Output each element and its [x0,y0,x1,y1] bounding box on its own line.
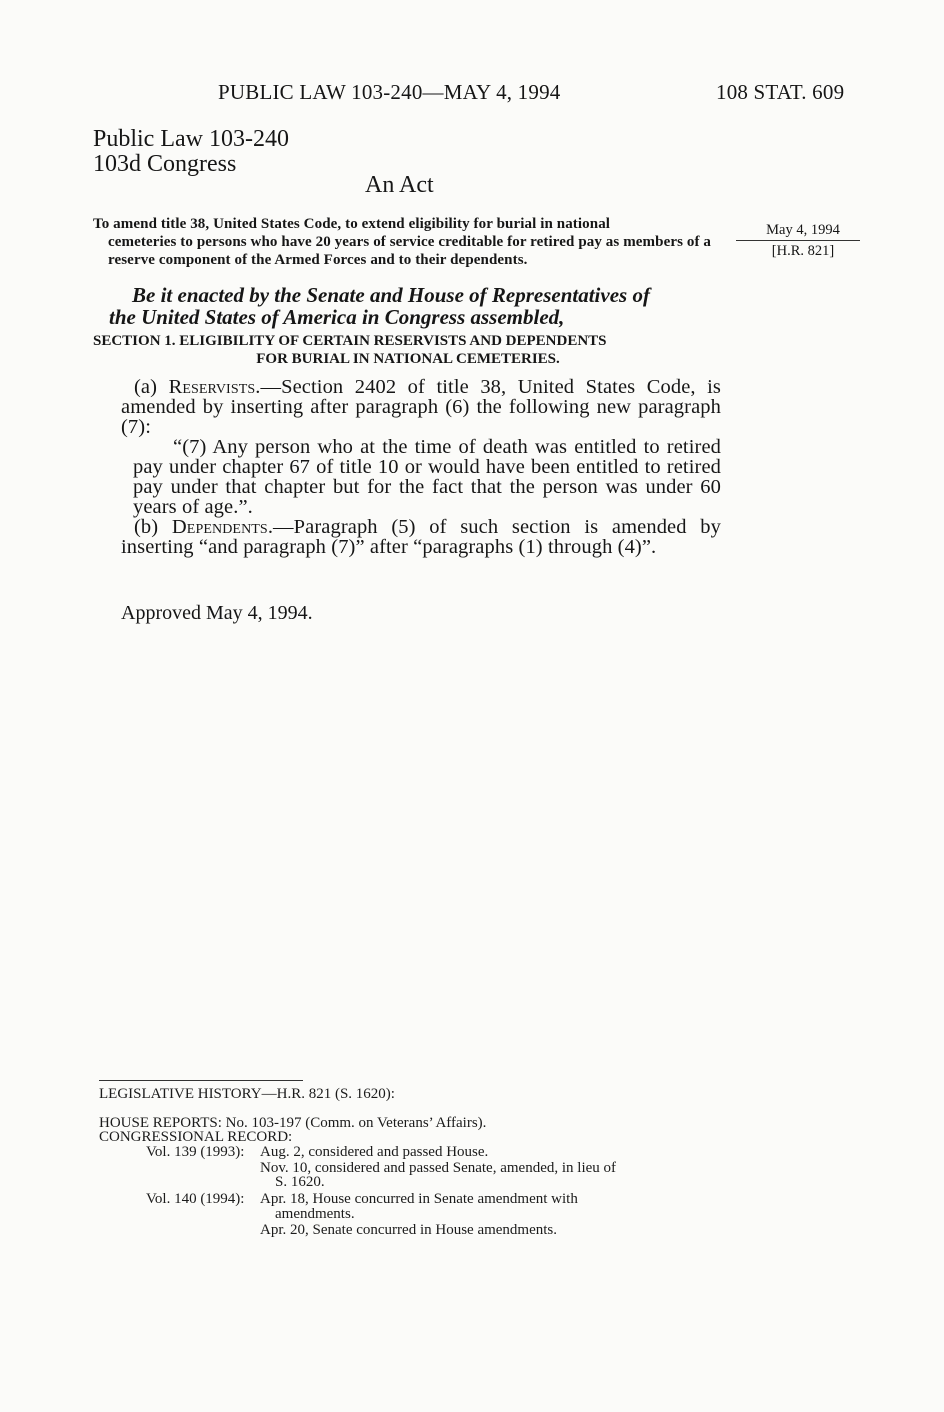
margin-rule [736,240,860,241]
house-reports: HOUSE REPORTS: No. 103-197 (Comm. on Veterans’ Affairs). [99,1115,487,1131]
subsection-a-label: (a) [134,376,169,398]
enacting-clause [109,284,725,328]
vol-139-label: Vol. 139 (1993): [146,1144,245,1160]
subsection-a-text: .—Section 2402 of title 38, United States Code, is amended by inserting after paragraph (6) the following new paragraph (7): [121,376,722,438]
subsection-a-caption: Reservists [168,376,256,398]
footnote-rule [99,1080,303,1081]
statute-page: 108 STAT. 609 [716,80,845,104]
enacting-line-1: Be it enacted by the Senate and House of Representatives of [132,283,650,307]
subsection-b-text: .—Paragraph (5) of such section is amended by inserting “and paragraph (7)” after “paragraphs (1) through (4)”. [121,516,721,558]
running-head: PUBLIC LAW 103-240—MAY 4, 1994 [218,80,561,104]
section-heading-line-2: FOR BURIAL IN NATIONAL CEMETERIES. [256,351,560,367]
quoted-paragraph-7: “(7) Any person who at the time of death was entitled to retired pay under chapter 67 of title 10 or would have been entitled to retired pay under that chapter but for the fact that the person was under 60 years of age.”. [133,436,721,518]
section-body [121,377,721,557]
vol-140-label: Vol. 140 (1994): [146,1191,245,1207]
subsection-a [121,377,721,437]
subsection-b [121,517,721,557]
purpose-line-1: To amend title 38, United States Code, to extend eligibility for burial in national [93,216,611,232]
purpose-rest: cemeteries to persons who have 20 years of service creditable for retired pay as members of a reserve component of the Armed Forces and to their dependents. [108,234,712,268]
section-heading-line-1: SECTION 1. ELIGIBILITY OF CERTAIN RESERVISTS AND DEPENDENTS [93,333,607,349]
vol-140-entry-1: Apr. 18, House concurred in Senate amendment with [260,1191,578,1207]
enacting-line-2: the United States of America in Congress assembled, [109,305,565,329]
vol-140-entry-1-cont: amendments. [275,1206,355,1222]
vol-139-entry-1: Aug. 2, considered and passed House. [260,1144,489,1160]
subsection-b-caption: Dependents [171,516,268,538]
margin-bill-number: [H.R. 821] [771,243,835,259]
public-law-number: Public Law 103-240 [93,126,289,152]
margin-date: May 4, 1994 [766,222,840,238]
congress-number: 103d Congress [93,151,237,177]
act-title: An Act [365,172,434,198]
approved-date: Approved May 4, 1994. [121,602,313,624]
congressional-record: CONGRESSIONAL RECORD: [99,1129,293,1145]
section-heading [93,332,723,368]
vol-139-entry-2-cont: S. 1620. [275,1174,325,1190]
legislative-history-title: LEGISLATIVE HISTORY—H.R. 821 (S. 1620): [99,1086,395,1102]
subsection-b-label: (b) [134,516,172,538]
vol-139-entry-2: Nov. 10, considered and passed Senate, amended, in lieu of [260,1160,617,1176]
vol-140-entry-2: Apr. 20, Senate concurred in House amendments. [260,1222,558,1238]
purpose-clause [93,215,723,269]
